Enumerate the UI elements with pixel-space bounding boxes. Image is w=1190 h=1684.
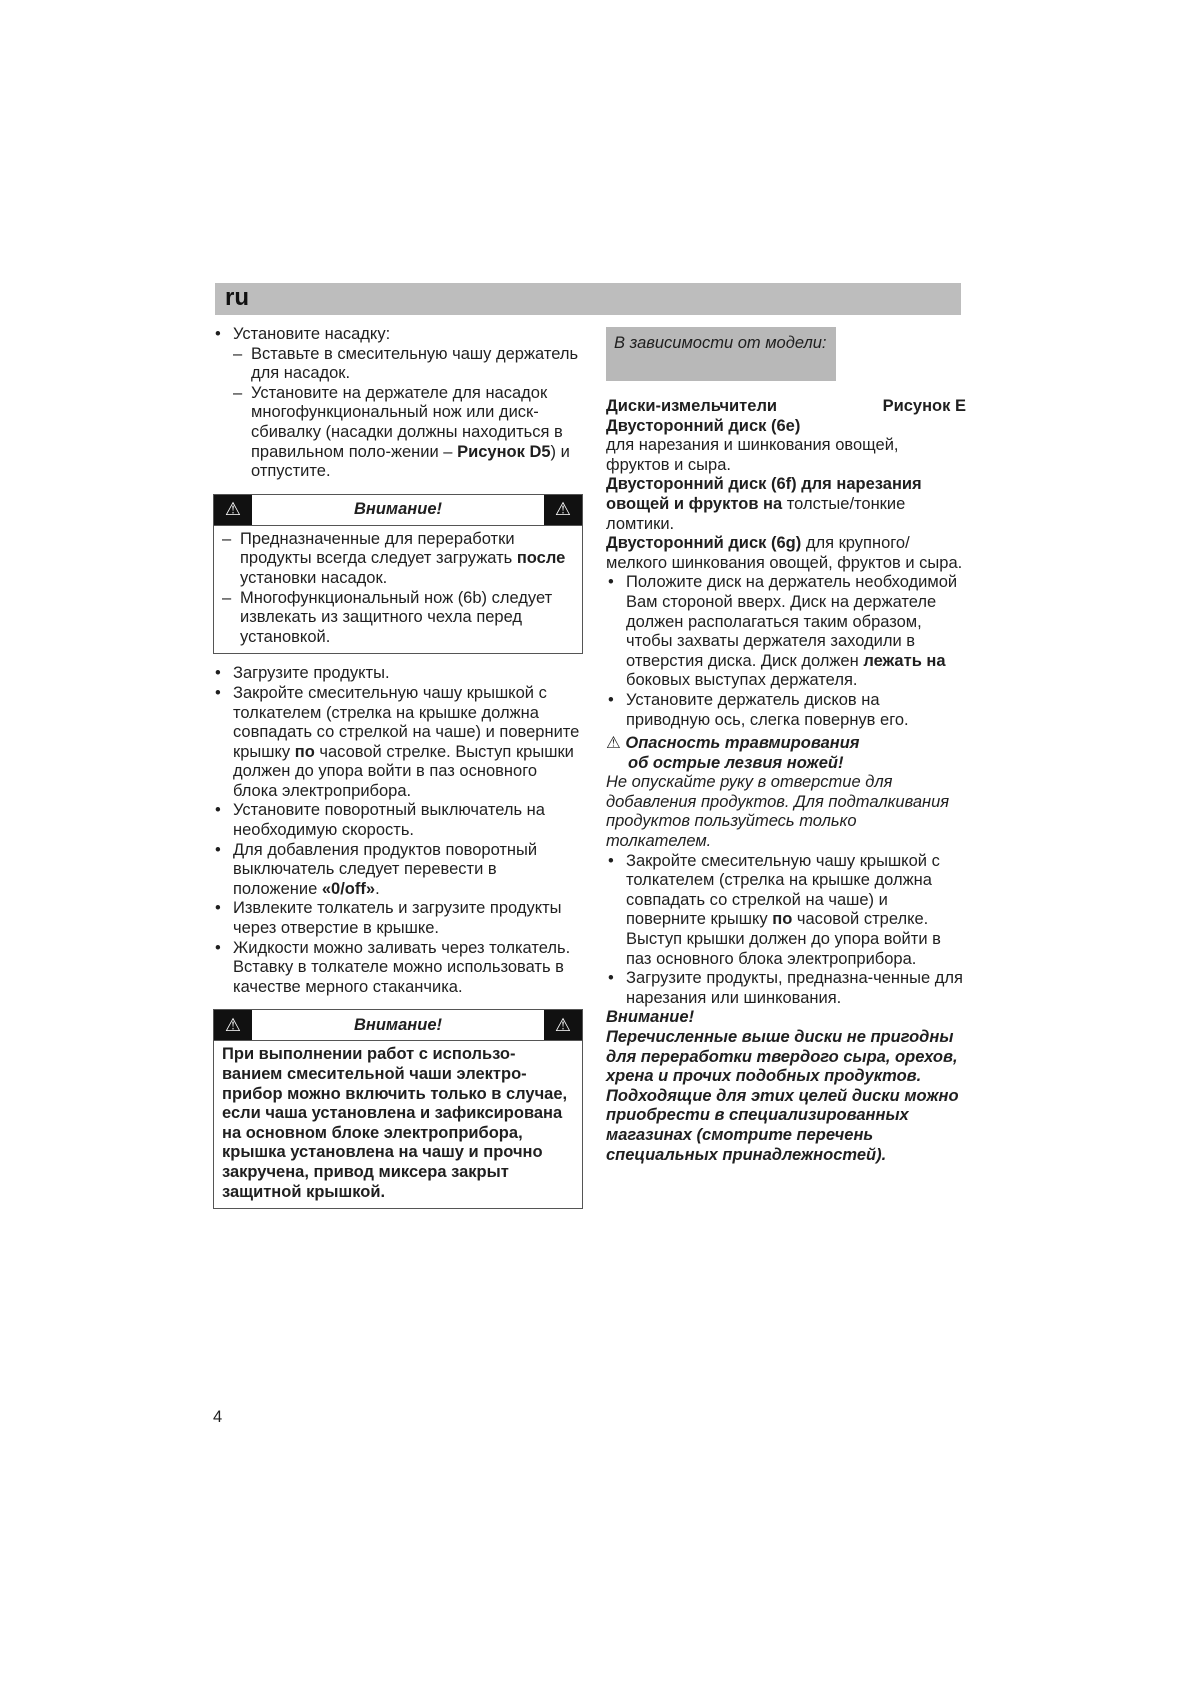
page-number: 4 [213, 1408, 223, 1426]
disc-description: для нарезания и шинкования овощей, фруктов и сыра. [606, 436, 899, 474]
danger-heading: ⚠ Опасность травмирования об острые лезвия ножей! [606, 734, 860, 772]
list-item: • Жидкости можно заливать через толкатель. Вставку в толкателе можно использовать в качестве мерного стаканчика. [215, 938, 571, 996]
right-column [606, 327, 966, 1165]
list-item: • Положите диск на держатель необходимой Вам стороной вверх. Диск на держателе должен располагаться таким образом, чтобы захваты держателя заходили в отверстия диска. Диск должен лежать на боковых выступах держателя. [608, 573, 958, 690]
list-item: • Установите насадку: [215, 325, 391, 343]
warning-box [213, 494, 583, 655]
warning-title: Внимание! [353, 499, 443, 518]
left-column [213, 325, 583, 1219]
note-title: Внимание! [606, 1008, 695, 1027]
language-header-bar [215, 283, 961, 315]
warning-icon: ⚠ [544, 1010, 582, 1040]
list-item: • Установите держатель дисков на приводную ось, слегка повернув его. [608, 690, 909, 729]
disc-description: Двусторонний диск (6g) для крупного/мелкого шинкования овощей, фруктов и сыра. [606, 534, 963, 572]
list-item: • Закройте смесительную чашу крышкой с толкателем (стрелка на крышке должна совпадать со стрелкой на чаше) и поверните крышку по часовой стрелке. Выступ крышки должен до упора войти в паз основного блока электроприбора. [215, 683, 580, 800]
warning-title: Внимание! [353, 1015, 443, 1034]
list-item: • Установите поворотный выключатель на необходимую скорость. [215, 801, 545, 840]
warning-box [213, 1009, 583, 1209]
figure-reference: Рисунок D5 [457, 442, 551, 461]
list-item: • Загрузите продукты, предназна-ченные для нарезания или шинкования. [608, 969, 963, 1007]
list-item: – Установите на держателе для насадок многофункциональный нож или диск-сбивалку (насадки должны находиться в правильном поло-жении – Рисунок D5) и отпустите. [233, 383, 570, 481]
warning-text: При выполнении работ с использо-ванием смесительной чаши электро-прибор можно включить только в случае, если чаша установлена и зафиксирована на основном блоке электроприбора, крышка установлена на чашу и прочно закручена, привод миксера закрыт защитной крышкой. [222, 1045, 568, 1201]
language-code: ru [225, 284, 249, 311]
warning-icon: ⚠ [214, 1010, 252, 1040]
model-dependent-note: В зависимости от модели: [606, 327, 836, 381]
list-item: – Многофункциональный нож (6b) следует извлекать из защитного чехла перед установкой. [222, 588, 553, 646]
figure-reference: Рисунок E [882, 397, 966, 415]
warning-icon: ⚠ [544, 495, 582, 525]
danger-text: Не опускайте руку в отверстие для добавления продуктов. Для подталкивания продуктов пользуйтесь только толкателем. [606, 773, 950, 851]
disc-title: Двусторонний диск (6e) [606, 416, 801, 435]
section-heading: Диски-измельчители Рисунок E [606, 397, 966, 415]
list-item: – Вставьте в смесительную чашу держатель для насадок. [233, 344, 579, 383]
disc-description: Двусторонний диск (6f) для нарезания овощей и фруктов на толстые/тонкие ломтики. [606, 475, 922, 533]
list-item: – Предназначенные для переработки продукты всегда следует загружать после установки насадок. [222, 529, 566, 587]
note-text: Перечисленные выше диски не пригодны для переработки твердого сыра, орехов, хрена и прочих подобных продуктов. Подходящие для этих целей диски можно приобрести в специализированных магазинах (смотрите перечень специальных принадлежностей). [606, 1028, 959, 1164]
warning-icon: ⚠ [214, 495, 252, 525]
list-item: • Закройте смесительную чашу крышкой с толкателем (стрелка на крышке должна совпадать со стрелкой на чаше) и поверните крышку по часовой стрелке. Выступ крышки должен до упора войти в паз основного блока электроприбора. [608, 851, 941, 968]
list-item: • Извлеките толкатель и загрузите продукты через отверстие в крышке. [215, 899, 562, 938]
list-item: • Загрузите продукты. [215, 664, 390, 683]
list-item: • Для добавления продуктов поворотный выключатель следует перевести в положение «0/off». [215, 840, 538, 898]
